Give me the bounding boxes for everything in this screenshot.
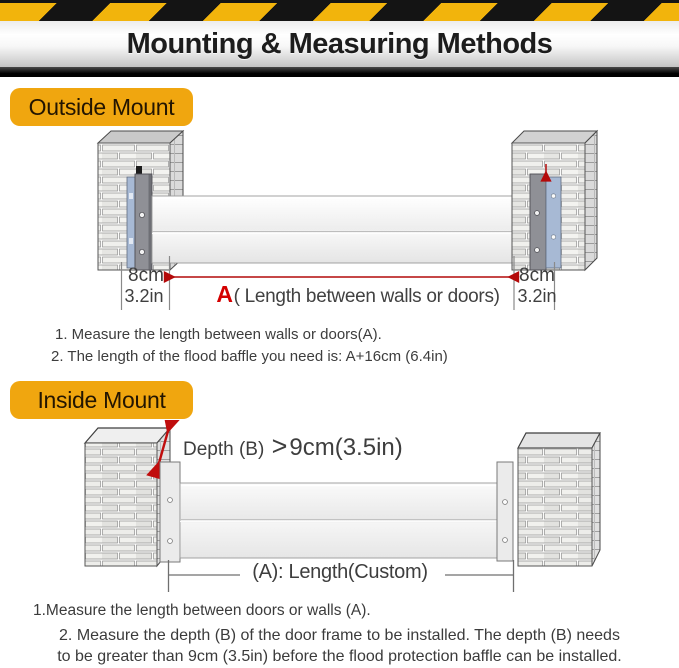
inside-mount-badge: Inside Mount xyxy=(10,381,193,419)
right-brick-pillar xyxy=(518,433,600,566)
right-side-channel xyxy=(497,462,513,561)
left-offset-cm: 8cm xyxy=(128,265,164,286)
depth-prefix: Depth (B) xyxy=(183,439,270,460)
inside-step-2-line2: to be greater than 9cm (3.5in) before the flood protection baffle can be installed. xyxy=(57,648,622,665)
left-side-channel xyxy=(160,462,180,562)
dim-description: ( Length between walls or doors) xyxy=(233,286,500,307)
outside-step-1: 1. Measure the length between walls or doors(A). xyxy=(55,326,382,343)
right-mounting-bracket xyxy=(530,164,561,270)
depth-requirement-label xyxy=(183,431,403,462)
flood-barrier-panel xyxy=(152,196,531,263)
outside-step-2: 2. The length of the flood baffle you need is: A+16cm (6.4in) xyxy=(51,348,448,365)
right-offset-cm: 8cm xyxy=(519,265,555,286)
left-mounting-bracket xyxy=(127,166,152,270)
inside-step-1: 1.Measure the length between doors or walls (A). xyxy=(33,602,371,619)
custom-length-label: (A): Length(Custom) xyxy=(252,561,428,583)
title-banner xyxy=(0,21,679,67)
left-offset-in: 3.2in xyxy=(124,286,164,306)
page-title: Mounting & Measuring Methods xyxy=(126,27,553,60)
dim-letter-a: A xyxy=(216,281,233,307)
left-brick-pillar xyxy=(85,428,170,566)
caution-tape-stripe xyxy=(0,0,679,21)
outside-mount-badge: Outside Mount xyxy=(10,88,193,126)
length-dimension-label xyxy=(197,281,519,308)
right-offset-in: 3.2in xyxy=(517,286,557,306)
divider-bar xyxy=(0,67,679,77)
depth-value: 9cm(3.5in) xyxy=(289,434,403,461)
inside-step-2-line1: 2. Measure the depth (B) of the door frame to be installed. The depth (B) needs xyxy=(59,627,620,644)
greater-than-sign: > xyxy=(271,431,288,461)
flood-barrier-panel xyxy=(180,483,498,558)
